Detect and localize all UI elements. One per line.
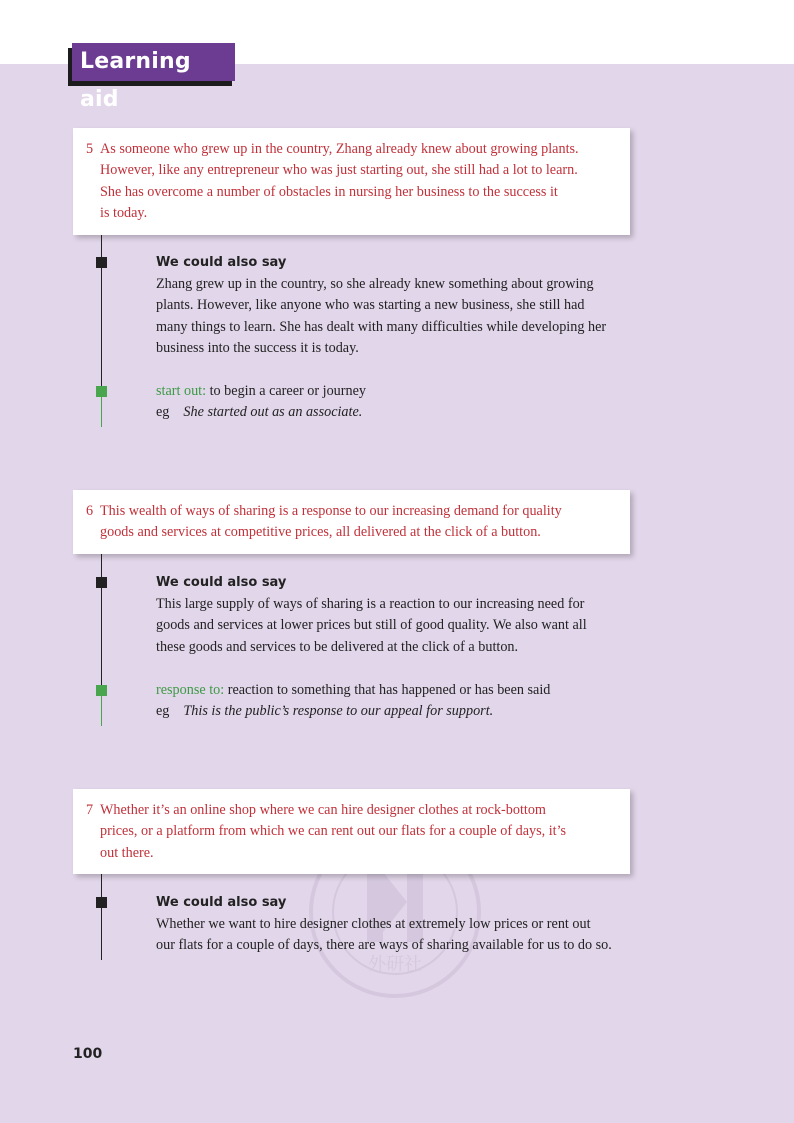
bullet-square (96, 257, 107, 268)
sentence-number: 7 (86, 802, 94, 818)
sentence-line: 5 As someone who grew up in the country, Zhang already knew about growing plants. (86, 139, 620, 160)
sentence-number: 6 (86, 503, 94, 519)
sentence-line: goods and services at competitive prices, all delivered at the click of a button. (100, 524, 541, 541)
sentence-number: 5 (86, 141, 94, 157)
vocab-term: start out: (156, 383, 207, 399)
also-say-text: Whether we want to hire designer clothes at extremely low prices or rent out our flats for a couple of days, there are ways of sharing available for us to do so. (156, 916, 612, 954)
vocab-definition: reaction to something that has happened or has been said (224, 682, 551, 698)
sentence-card-6 (73, 490, 630, 554)
page-title: Learning aid (72, 43, 235, 81)
sentence-line: prices, or a platform from which we can rent out our flats for a couple of days, it’s (100, 823, 567, 840)
vocab-entry (156, 680, 550, 701)
vocab-entry (156, 381, 366, 402)
vocab-definition: to begin a career or journey (206, 383, 366, 399)
bullet-square (96, 897, 107, 908)
also-say-heading: We could also say (156, 895, 287, 910)
sentence-line: However, like any entrepreneur who was just starting out, she still had a lot to learn. (100, 162, 578, 179)
sentence-card-5 (73, 128, 630, 235)
also-say-text: This large supply of ways of sharing is a reaction to our increasing need for goods and services at lower prices but still of good quality. We also want all these goods and services to be delivered at the click of a button. (156, 596, 587, 655)
vocab-example: eg She started out as an associate. (156, 404, 363, 420)
bullet-square (96, 577, 107, 588)
sentence-line: out there. (100, 844, 154, 861)
connector-line (101, 554, 102, 689)
also-say-text: Zhang grew up in the country, so she already knew something about growing plants. However, like anyone who was starting a new business, she still had many things to learn. She has dealt with many difficulties while developing her business into the success it is today. (156, 276, 607, 356)
sentence-card-7 (73, 789, 630, 874)
vocab-example: eg This is the public’s response to our appeal for support. (156, 703, 494, 719)
sentence-line: 6 This wealth of ways of sharing is a response to our increasing demand for quality (86, 501, 620, 522)
vocab-square (96, 386, 107, 397)
sentence-line: 7 Whether it’s an online shop where we can hire designer clothes at rock-bottom (86, 800, 620, 821)
sentence-line: is today. (100, 204, 148, 221)
also-say-heading: We could also say (156, 575, 287, 590)
connector-line (101, 874, 102, 960)
also-say-heading: We could also say (156, 255, 287, 270)
sentence-line: She has overcome a number of obstacles in nursing her business to the success it (100, 183, 558, 200)
vocab-term: response to: (156, 682, 225, 698)
vocab-square (96, 685, 107, 696)
page-number: 100 (73, 1046, 103, 1062)
